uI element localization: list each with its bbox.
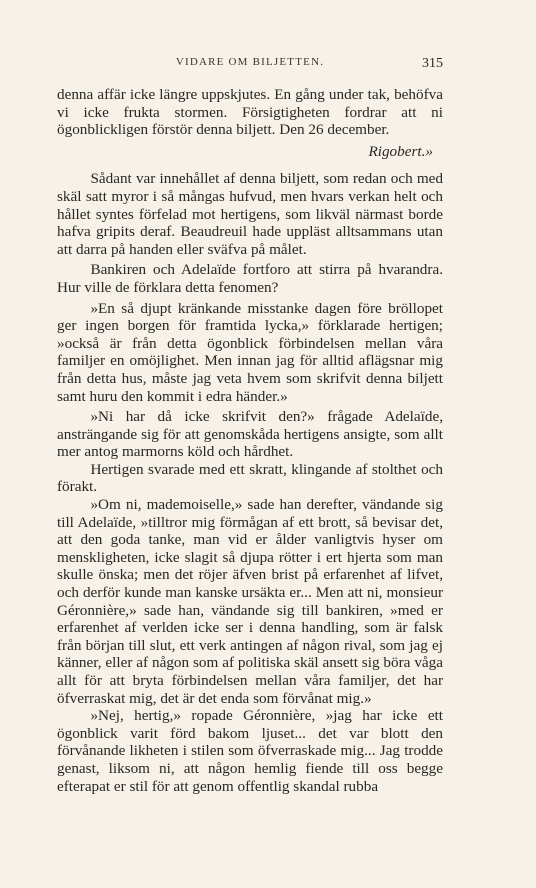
page-number: 315 xyxy=(422,56,443,71)
paragraph: denna affär icke längre uppskjutes. En gång under tak, behöfva vi icke frukta stormen. Försigtigheten fordrar att ni ögonblickligen förstör denna biljett. Den 26 december. xyxy=(57,86,443,139)
paragraph: »Nej, hertig,» ropade Géronnière, »jag har icke ett ögonblick varit förd bakom ljuset... det var blott den förvånande likheten i stilen som öfverraskade mig... Jag trodde genast, liksom ni, att någon hemlig fiende till oss begge efterapat er stil för att genom offentlig skandal rubba xyxy=(57,707,443,795)
paragraph: »Om ni, mademoiselle,» sade han derefter, vändande sig till Adelaïde, »tilltror mig förmågan af ett brott, så bevisar det, att den goda tanke, man vid er ålder vanligtvis hyser om menskligheten, icke slagit så djupa rötter i ert hjerta som man skulle önska; men det röjer äfven brist på erfarenhet af lifvet, och derför kunde man kanske ursäkta er... Men att ni, monsieur Géronnière,» sade han, vändande sig till bankiren, »med er erfarenhet af verlden icke ser i denna handling, som är falsk från början till slut, ett verk antingen af någon rival, som jag ej känner, eller af någon som af politiska skäl ansett sig böra våga allt för att bryta förbindelsen mellan våra familjer, det har öfverraskat mig, det är det enda som förvånat mig.» xyxy=(57,496,443,707)
paragraph: Bankiren och Adelaïde fortforo att stirra på hvarandra. Hur ville de förklara detta fenomen? xyxy=(57,261,443,296)
running-title: VIDARE OM BILJETTEN. xyxy=(175,56,325,68)
paragraph: Hertigen svarade med ett skratt, klingande af stolthet och förakt. xyxy=(57,460,443,496)
signature: Rigobert.» xyxy=(368,142,433,160)
paragraph: Sådant var innehållet af denna biljett, som redan och med skäl satt myror i så mångas hufvud, men hvars verkan helt och hållet syntes förfelad mot hertigens, som likväl närmast borde hafva gripits deraf. Beaudreuil hade uppläst alltsammans utan att darra på handen eller sväfva på målet. xyxy=(57,170,443,258)
running-head xyxy=(57,56,443,76)
paragraph: »Ni har då icke skrifvit den?» frågade Adelaïde, ansträngande sig för att genomskåda hertigens ansigte, som allt mer antog marmorns köld och hårdhet. xyxy=(57,408,443,461)
paragraph: »En så djupt kränkande misstanke dagen före bröllopet ger ingen borgen för framtida lycka,» förklarade hertigen; »också är från detta ögonblick förbindelsen mellan våra familjer en omöjlighet. Men innan jag för alltid aflägsnar mig från detta hus, måste jag veta hvem som skrifvit denna biljett samt huru den kommit i edra händer.» xyxy=(57,299,443,405)
body-text xyxy=(57,86,443,795)
